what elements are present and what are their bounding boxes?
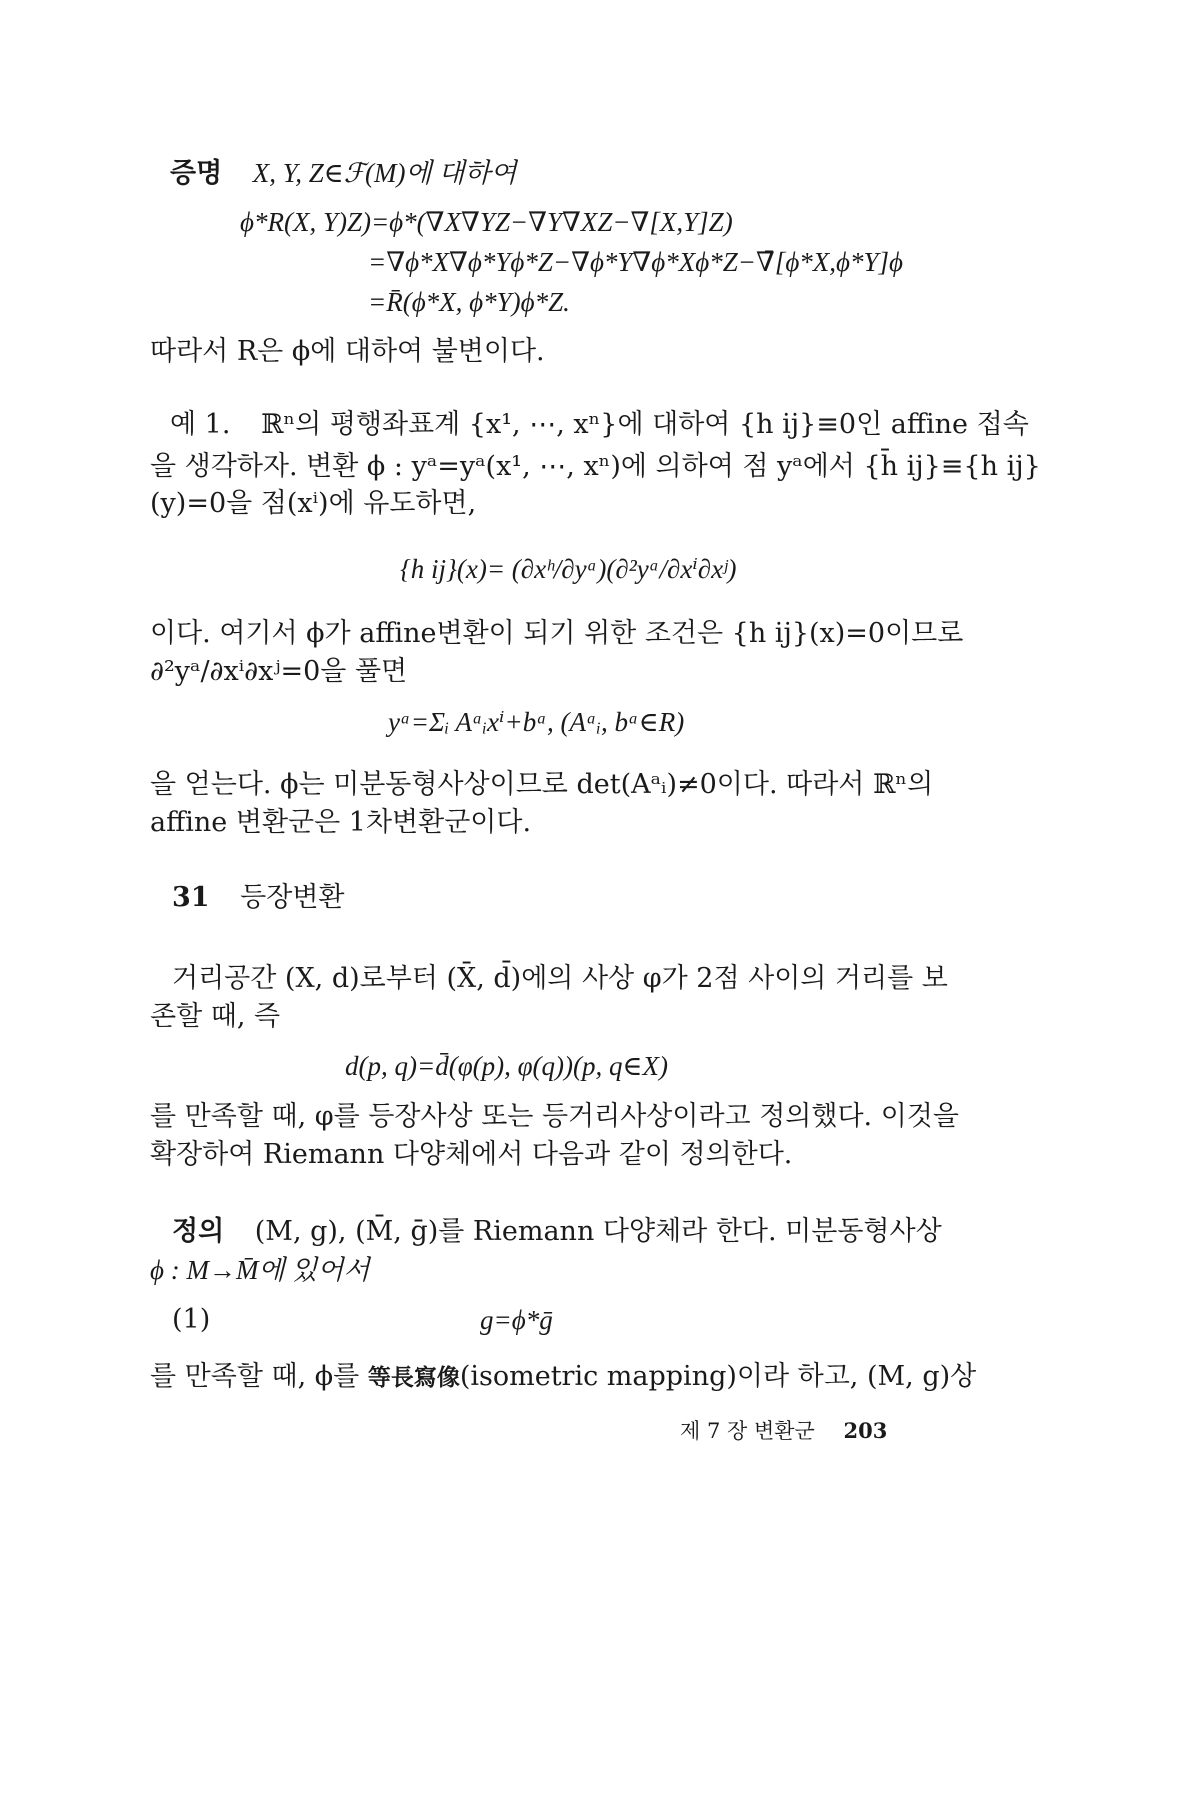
- body-line-1: 거리공간 (X, d)로부터 (X̄, d̄)에의 사상 φ가 2점 사이의 거리를 보: [172, 963, 948, 994]
- proof-conclusion: 따라서 R은 ϕ에 대하여 불변이다.: [150, 336, 545, 367]
- section-heading: [172, 881, 345, 915]
- section-title: 등장변환: [240, 882, 345, 913]
- definition-text-3-post: (isometric mapping)이라 하고, (M, g)상: [459, 1361, 977, 1392]
- example-line-5: ∂²yᵃ/∂xⁱ∂xʲ=0을 풀면: [150, 656, 408, 687]
- definition-text-3-pre: 를 만족할 때, ϕ를: [150, 1361, 360, 1392]
- definition-term-hanja: 等長寫像: [367, 1364, 460, 1391]
- example-line-3: (y)=0을 점(xⁱ)에 유도하면,: [150, 488, 477, 519]
- proof-equation-2: =∇ϕ*X∇ϕ*Yϕ*Z−∇ϕ*Y∇ϕ*Xϕ*Z−∇̄[ϕ*X,ϕ*Y]ϕ: [368, 247, 904, 277]
- example-line-1: [170, 408, 1029, 442]
- example-line-4: 이다. 여기서 ϕ가 affine변환이 되기 위한 조건은 {h ij}(x)=0이므로: [150, 618, 964, 649]
- isometry-equation: d(p, q)=d̄(φ(p), φ(q))(p, q∈X): [345, 1051, 668, 1081]
- section-number: 31: [172, 882, 210, 913]
- definition-line-1: [172, 1215, 942, 1249]
- example-christoffel-equation: {h ij}(x)= (∂xʰ/∂yᵃ)(∂²yᵃ/∂xⁱ∂xʲ): [400, 554, 737, 584]
- body-line-2: 존할 때, 즉: [150, 1001, 281, 1032]
- proof-equation-3: =R̄(ϕ*X, ϕ*Y)ϕ*Z.: [368, 287, 570, 317]
- proof-intro: X, Y, Z∈ℱ(M)에 대하여: [252, 158, 517, 188]
- example-line-7: affine 변환군은 1차변환군이다.: [150, 807, 532, 838]
- footer-chapter: 제 7 장 변환군: [680, 1419, 815, 1443]
- example-solution-equation: yᵃ=Σᵢ Aᵃᵢxⁱ+bᵃ, (Aᵃᵢ, bᵃ∈R): [388, 707, 685, 737]
- definition-line-2: ϕ : M→M̄에 있어서: [150, 1255, 370, 1285]
- proof-intro-line: [170, 156, 517, 191]
- proof-label: 증명: [170, 158, 223, 189]
- definition-line-3: [150, 1360, 976, 1395]
- definition-label: 정의: [172, 1216, 225, 1247]
- running-footer: [680, 1414, 887, 1448]
- definition-equation-number: (1): [172, 1304, 211, 1335]
- example-label: 예 1.: [170, 409, 231, 440]
- body-line-3: 를 만족할 때, φ를 등장사상 또는 등거리사상이라고 정의했다. 이것을: [150, 1101, 959, 1132]
- example-line-6: 을 얻는다. ϕ는 미분동형사상이므로 det(Aᵃᵢ)≠0이다. 따라서 ℝⁿ의: [150, 769, 934, 800]
- page-number: 203: [843, 1418, 888, 1443]
- definition-text-1: (M, g), (M̄, ḡ)를 Riemann 다양체라 한다. 미분동형사상: [254, 1216, 942, 1247]
- example-text-1: ℝⁿ의 평행좌표계 {x¹, ⋯, xⁿ}에 대하여 {h ij}≡0인 affine 접속: [261, 409, 1029, 440]
- example-line-2: 을 생각하자. 변환 ϕ : yᵃ=yᵃ(x¹, ⋯, xⁿ)에 의하여 점 yᵃ에서 {h̄ ij}≡{h ij}: [150, 451, 1041, 482]
- body-line-4: 확장하여 Riemann 다양체에서 다음과 같이 정의한다.: [150, 1139, 793, 1170]
- definition-equation: g=ϕ*ḡ: [480, 1305, 553, 1335]
- proof-equation-1: ϕ*R(X, Y)Z)=ϕ*(∇X∇YZ−∇Y∇XZ−∇[X,Y]Z): [240, 207, 733, 237]
